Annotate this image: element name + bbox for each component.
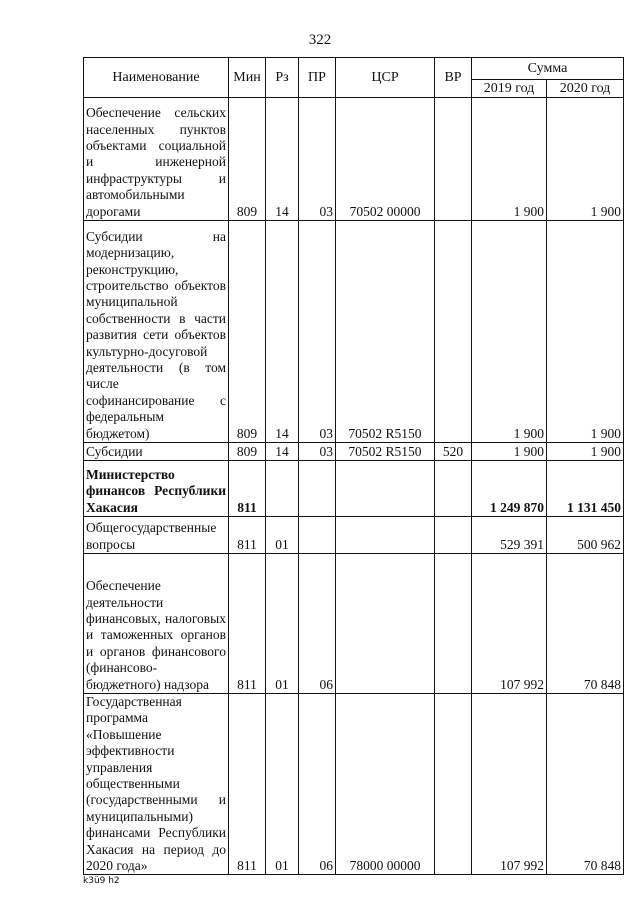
row-vr	[435, 461, 472, 517]
row-2020: 1 900	[547, 98, 624, 221]
row-2019: 1 900	[472, 443, 547, 461]
row-2020: 1 900	[547, 221, 624, 443]
row-name: Обеспечение сельских населенных пунктов объектами социальной и инженерной инфраструктуры и автомобильными дорогами	[84, 98, 229, 221]
budget-table	[83, 57, 624, 875]
row-csr	[336, 517, 435, 554]
header-2020: 2020 год	[547, 80, 624, 98]
row-min: 809	[229, 98, 266, 221]
row-name: Государственная программа «Повышение эффективности управления общественными (государственными и муниципальными) финансами Республики Хакасия на период до 2020 года»	[84, 694, 229, 875]
row-vr: 520	[435, 443, 472, 461]
row-rz	[266, 461, 299, 517]
row-name: Обеспечение деятельности финансовых, налоговых и таможенных органов и органов финансового (финансово-бюджетного) надзора	[84, 554, 229, 694]
row-2020: 70 848	[547, 694, 624, 875]
row-name: Субсидии	[84, 443, 229, 461]
row-vr	[435, 221, 472, 443]
row-2020: 1 900	[547, 443, 624, 461]
row-csr: 70502 R5150	[336, 221, 435, 443]
row-vr	[435, 694, 472, 875]
row-2020: 70 848	[547, 554, 624, 694]
row-csr: 78000 00000	[336, 694, 435, 875]
row-rz: 14	[266, 221, 299, 443]
row-pr: 06	[299, 694, 336, 875]
row-name: Субсидии на модернизацию, реконструкцию, строительство объектов муниципальной собственности в части развития сети объектов культурно-досуговой деятельности (в том числе софинансирование с федеральным бюджетом)	[84, 221, 229, 443]
table-row	[84, 554, 624, 694]
table-row	[84, 98, 624, 221]
row-min: 811	[229, 554, 266, 694]
row-rz: 01	[266, 517, 299, 554]
row-pr: 03	[299, 221, 336, 443]
table-row	[84, 221, 624, 443]
row-min: 811	[229, 517, 266, 554]
row-pr: 06	[299, 554, 336, 694]
row-vr	[435, 98, 472, 221]
row-min: 811	[229, 694, 266, 875]
footer-code: k3ü9 h2	[83, 876, 120, 886]
page-number: 322	[308, 32, 332, 48]
row-2020: 1 131 450	[547, 461, 624, 517]
header-csr: ЦСР	[336, 58, 435, 98]
row-2019: 529 391	[472, 517, 547, 554]
header-name: Наименование	[84, 58, 229, 98]
table-row	[84, 461, 624, 517]
row-min: 811	[229, 461, 266, 517]
row-csr: 70502 00000	[336, 98, 435, 221]
row-2019: 1 249 870	[472, 461, 547, 517]
row-vr	[435, 554, 472, 694]
header-rz: Рз	[266, 58, 299, 98]
header-2019: 2019 год	[472, 80, 547, 98]
row-min: 809	[229, 443, 266, 461]
row-rz: 01	[266, 554, 299, 694]
row-2019: 107 992	[472, 694, 547, 875]
row-csr	[336, 554, 435, 694]
row-name: Министерство финансов Республики Хакасия	[84, 461, 229, 517]
row-pr: 03	[299, 98, 336, 221]
row-2019: 107 992	[472, 554, 547, 694]
row-pr	[299, 461, 336, 517]
header-sum: Сумма	[472, 58, 624, 80]
row-min: 809	[229, 221, 266, 443]
table-row	[84, 694, 624, 875]
row-csr	[336, 461, 435, 517]
row-2020: 500 962	[547, 517, 624, 554]
row-rz: 14	[266, 98, 299, 221]
table-row	[84, 443, 624, 461]
row-rz: 01	[266, 694, 299, 875]
row-name: Общегосударственные вопросы	[84, 517, 229, 554]
header-min: Мин	[229, 58, 266, 98]
header-vr: ВР	[435, 58, 472, 98]
row-vr	[435, 517, 472, 554]
row-pr	[299, 517, 336, 554]
header-pr: ПР	[299, 58, 336, 98]
row-pr: 03	[299, 443, 336, 461]
row-csr: 70502 R5150	[336, 443, 435, 461]
row-rz: 14	[266, 443, 299, 461]
table-row	[84, 517, 624, 554]
row-2019: 1 900	[472, 221, 547, 443]
row-2019: 1 900	[472, 98, 547, 221]
